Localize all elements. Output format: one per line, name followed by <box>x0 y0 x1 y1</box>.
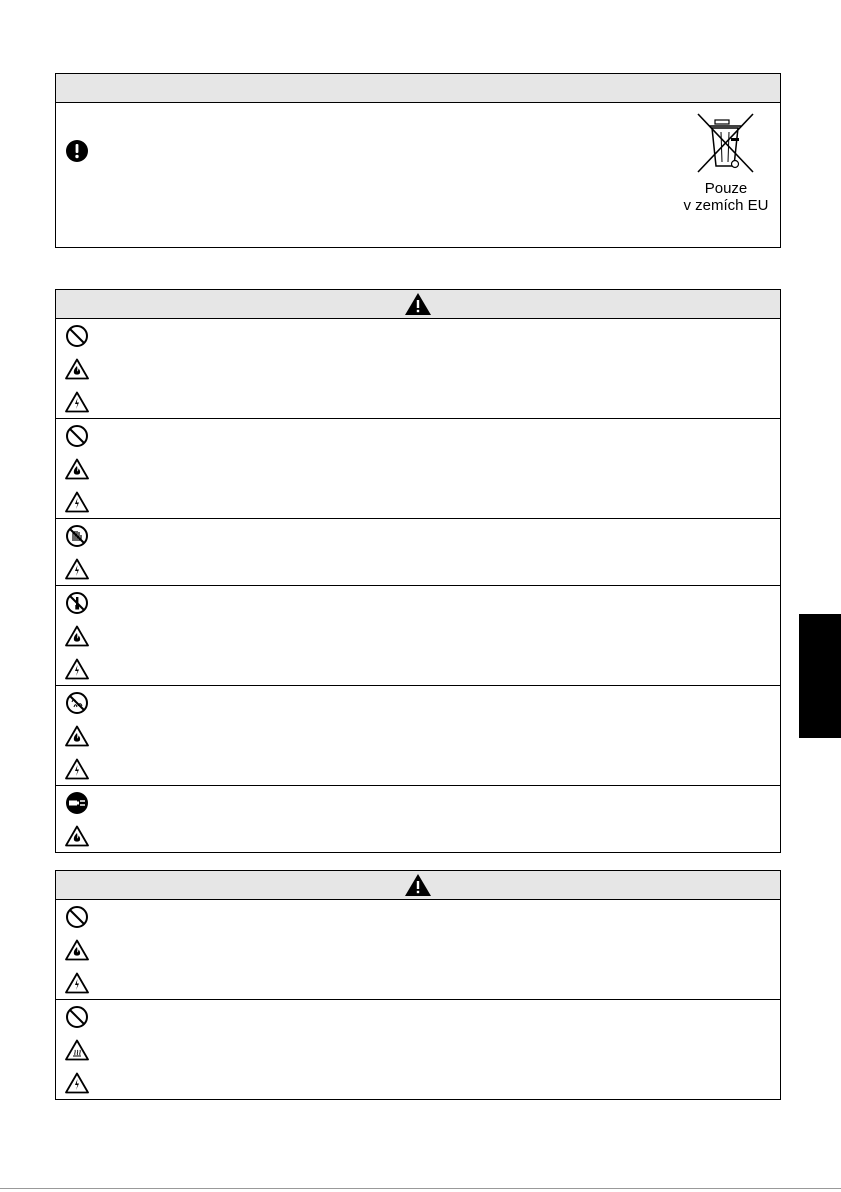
prohibited-icon <box>65 324 89 348</box>
hazard-row <box>56 900 780 933</box>
hazard-row <box>56 652 780 685</box>
electric-shock-icon <box>65 758 89 780</box>
hazard-row <box>56 619 780 652</box>
hazard-row <box>56 485 780 518</box>
no-wet-hands-icon <box>65 524 89 548</box>
hazard-section <box>56 686 780 786</box>
caution-box <box>55 870 781 1100</box>
hazard-row <box>56 966 780 999</box>
hazard-row <box>56 686 780 719</box>
hazard-row <box>56 319 780 352</box>
hazard-row <box>56 819 780 852</box>
warning-triangle-icon <box>404 292 432 316</box>
no-water-icon <box>65 691 89 715</box>
language-tab <box>799 614 841 738</box>
prohibited-icon <box>65 905 89 929</box>
no-disassembly-icon <box>65 591 89 615</box>
hazard-section <box>56 586 780 686</box>
electric-shock-icon <box>65 491 89 513</box>
hazard-row <box>56 452 780 485</box>
hazard-row <box>56 385 780 418</box>
hazard-row <box>56 519 780 552</box>
hazard-row <box>56 1033 780 1066</box>
hazard-row <box>56 786 780 819</box>
hazard-row <box>56 1066 780 1099</box>
hazard-row <box>56 586 780 619</box>
region-line-2: v zemích EU <box>683 197 769 214</box>
warning-box <box>55 289 781 853</box>
fire-hazard-icon <box>65 825 89 847</box>
crossed-bin-icon <box>676 110 776 176</box>
hazard-section <box>56 1000 780 1099</box>
electric-shock-icon <box>65 658 89 680</box>
fire-hazard-icon <box>65 458 89 480</box>
hazard-row <box>56 552 780 585</box>
hazard-row <box>56 419 780 452</box>
warning-triangle-icon <box>404 873 432 897</box>
hot-surface-icon <box>65 1039 89 1061</box>
page-edge <box>0 1188 841 1189</box>
region-line-1: Pouze <box>704 180 748 197</box>
fire-hazard-icon <box>65 358 89 380</box>
disposal-header <box>56 74 780 103</box>
prohibited-icon <box>65 1005 89 1029</box>
hazard-row <box>56 933 780 966</box>
hazard-section <box>56 519 780 586</box>
prohibited-icon <box>65 424 89 448</box>
caution-header <box>56 871 780 900</box>
hazard-section <box>56 419 780 519</box>
electric-shock-icon <box>65 1072 89 1094</box>
fire-hazard-icon <box>65 725 89 747</box>
unplug-icon <box>65 791 89 815</box>
mandatory-icon <box>65 139 89 168</box>
fire-hazard-icon <box>65 939 89 961</box>
hazard-section <box>56 900 780 1000</box>
weee-notice <box>676 110 776 214</box>
electric-shock-icon <box>65 972 89 994</box>
warning-header <box>56 290 780 319</box>
electric-shock-icon <box>65 558 89 580</box>
fire-hazard-icon <box>65 625 89 647</box>
hazard-section <box>56 786 780 852</box>
hazard-row <box>56 1000 780 1033</box>
electric-shock-icon <box>65 391 89 413</box>
hazard-row <box>56 719 780 752</box>
hazard-section <box>56 319 780 419</box>
hazard-row <box>56 752 780 785</box>
disposal-box <box>55 73 781 248</box>
hazard-row <box>56 352 780 385</box>
